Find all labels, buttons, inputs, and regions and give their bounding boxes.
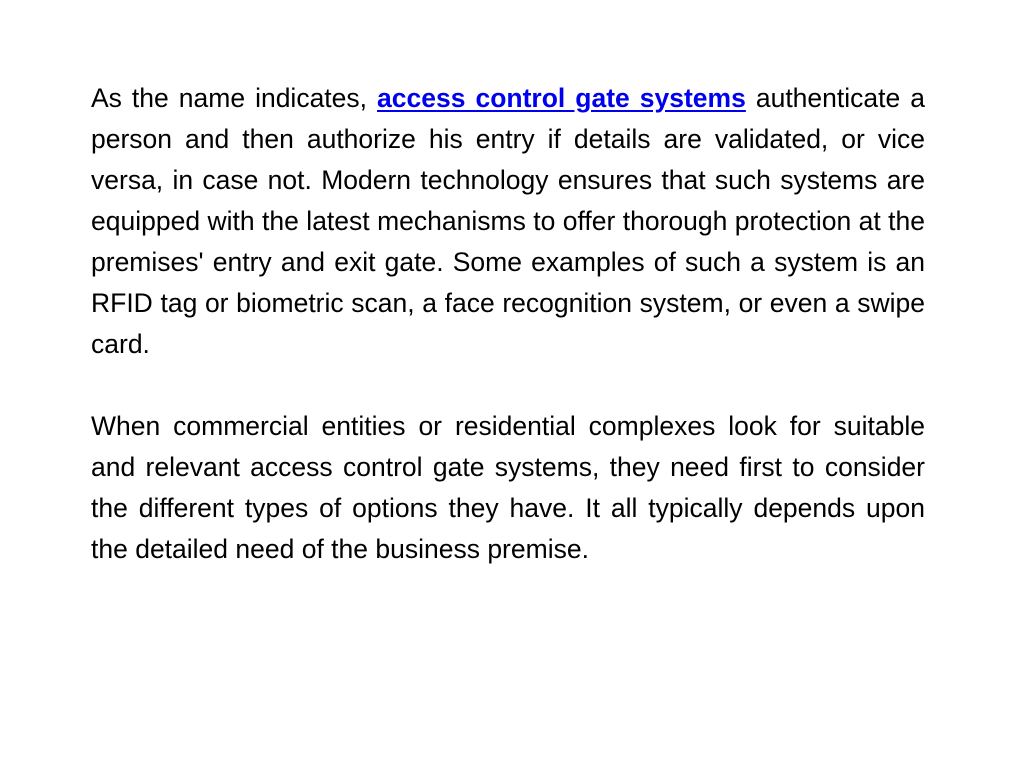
- paragraph-intro-body: authenticate a person and then authorize his entry if details are validated, or vice versa, in case not. Modern technology ensures that such systems are equipped with the latest mechanisms to offer thorough protection at the premises' entry and exit gate. Some examples of such a system is an RFID tag or biometric scan, a face recognition system, or even a swipe card.: [91, 83, 925, 359]
- paragraph-commercial: When commercial entities or residential complexes look for suitable and relevant access control gate systems, they need first to consider the different types of options they have. It all typically depends upon the detailed need of the business premise.: [91, 411, 925, 564]
- text-block: [91, 78, 925, 570]
- paragraph-intro: [91, 78, 925, 365]
- paragraph-intro-lead: As the name indicates,: [91, 83, 378, 113]
- access-control-gate-systems-link[interactable]: access control gate systems: [377, 83, 746, 113]
